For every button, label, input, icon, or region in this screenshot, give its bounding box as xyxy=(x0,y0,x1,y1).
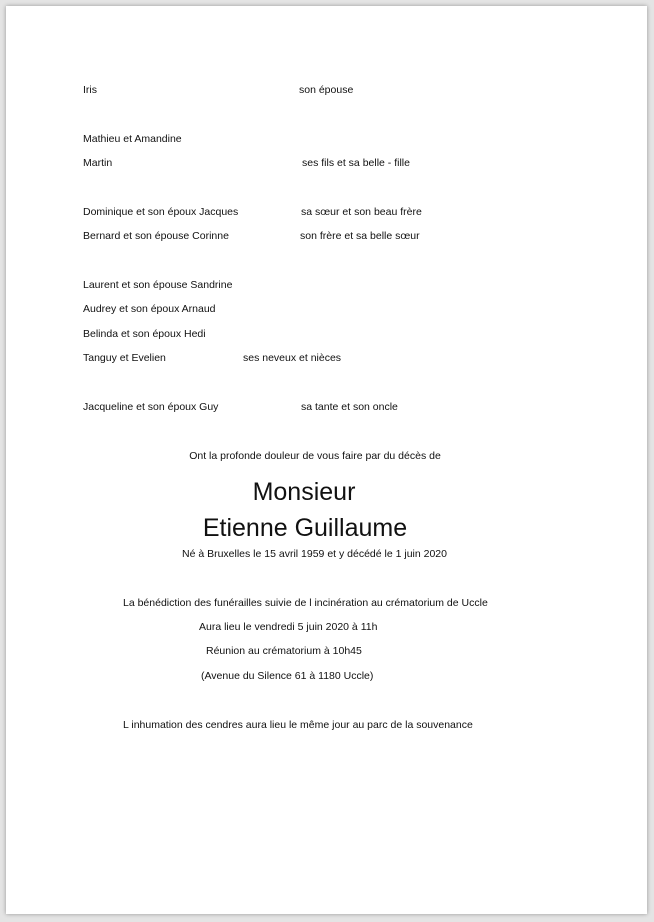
family-relation: ses fils et sa belle - fille xyxy=(302,157,410,169)
ceremony-line: Aura lieu le vendredi 5 juin 2020 à 11h xyxy=(199,621,378,633)
family-name: Belinda et son époux Hedi xyxy=(83,328,206,340)
family-name: Iris xyxy=(83,84,97,96)
announcement-title: Monsieur xyxy=(252,478,356,506)
family-relation: sa sœur et son beau frère xyxy=(301,206,422,218)
ceremony-line: L inhumation des cendres aura lieu le même jour au parc de la souvenance xyxy=(123,719,473,731)
ceremony-line: La bénédiction des funérailles suivie de l incinération au crématorium de Uccle xyxy=(123,597,488,609)
family-relation: ses neveux et nièces xyxy=(243,352,342,364)
family-name: Tanguy et Evelien xyxy=(83,352,166,364)
family-name: Jacqueline et son époux Guy xyxy=(83,401,219,413)
ceremony-line: Réunion au crématorium à 10h45 xyxy=(206,645,362,657)
family-name: Martin xyxy=(83,157,113,169)
ceremony-address: (Avenue du Silence 61 à 1180 Uccle) xyxy=(201,670,374,682)
document-page xyxy=(6,6,647,914)
family-relation: son épouse xyxy=(299,84,354,96)
family-name: Audrey et son époux Arnaud xyxy=(83,303,216,315)
family-name: Bernard et son épouse Corinne xyxy=(83,230,229,242)
family-name: Laurent et son épouse Sandrine xyxy=(83,279,233,291)
family-relation: sa tante et son oncle xyxy=(301,401,398,413)
family-name: Mathieu et Amandine xyxy=(83,133,182,145)
birth-death-line: Né à Bruxelles le 15 avril 1959 et y décédé le 1 juin 2020 xyxy=(181,548,447,560)
announcement-intro: Ont la profonde douleur de vous faire par du décès de xyxy=(189,450,441,462)
family-relation: son frère et sa belle sœur xyxy=(300,230,420,242)
deceased-name: Etienne Guillaume xyxy=(202,514,408,542)
family-name: Dominique et son époux Jacques xyxy=(83,206,239,218)
